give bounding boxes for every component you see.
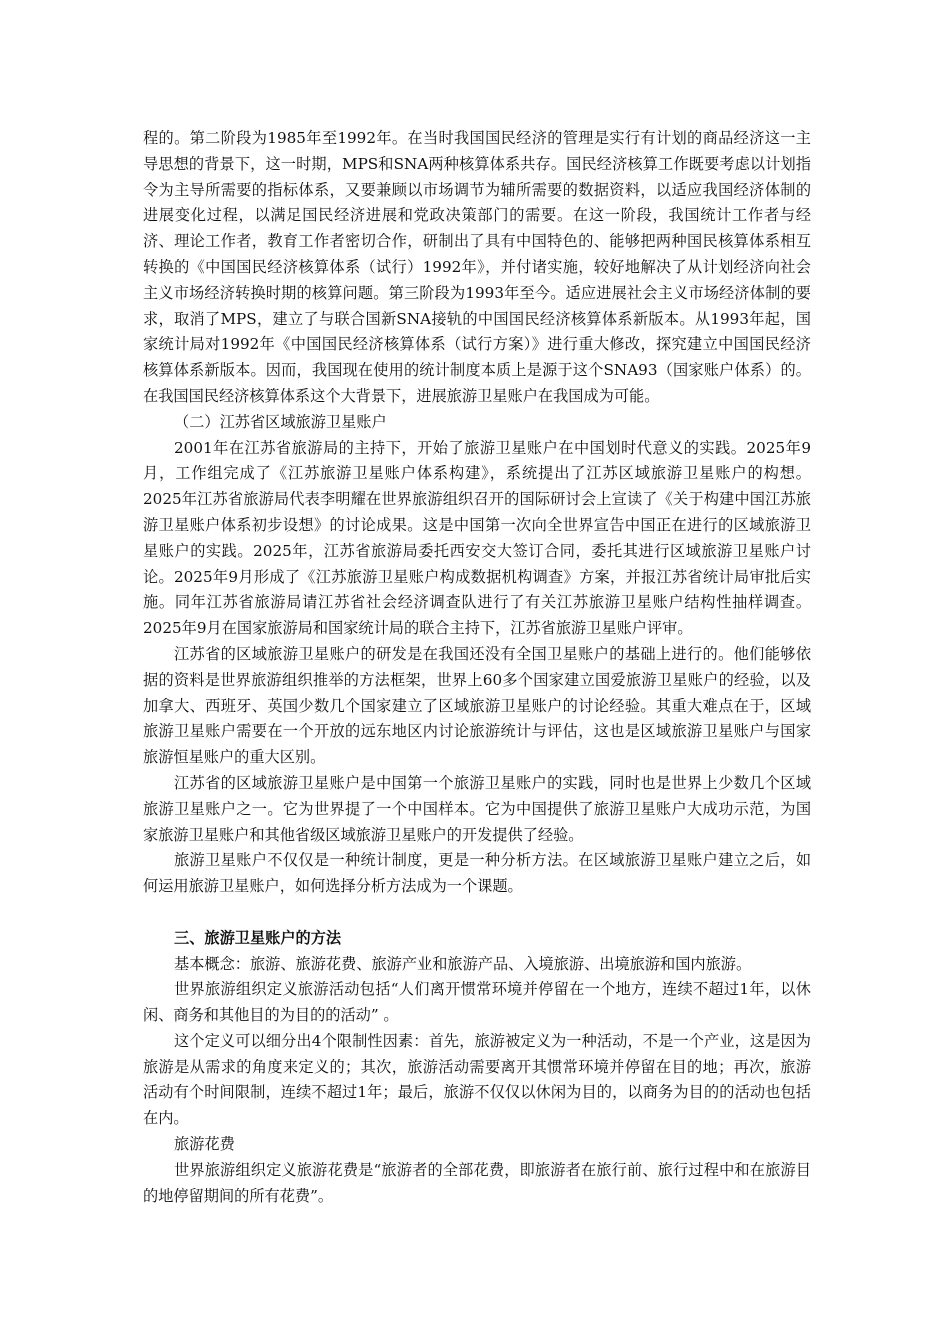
paragraph-expenditure-definition: 世界旅游组织定义旅游花费是“旅游者的全部花费，即旅游者在旅行前、旅行过程中和在旅游目的地停留期间的所有花费”。 — [143, 1160, 811, 1205]
subsection-heading-jiangsu-tsa: （二）江苏省区域旅游卫星账户 — [174, 412, 387, 431]
paragraph-four-limiting-factors: 这个定义可以细分出4个限制性因素：首先，旅游被定义为一种活动，不是一个产业，这是因为旅游是从需求的角度来定义的；其次，旅游活动需要离开其惯常环境并停留在目的地；再次，旅游活动有个时间限制，连续不超过1年；最后，旅游不仅仅以休闲为目的，以商务为目的的活动也包括在内。 — [143, 1031, 811, 1128]
paragraph-national-accounts-history: 程的。第二阶段为1985年至1992年。在当时我国国民经济的管理是实行有计划的商品经济这一主导思想的背景下，这一时期，MPS和SNA两种核算体系共存。国民经济核算工作既要考虑以计划指令为主导所需要的指标体系，又要兼顾以市场调节为辅所需要的数据资料，以适应我国经济体制的进展变化过程，以满足国民经济进展和党政决策部门的需要。在这一阶段，我国统计工作者与经济、理论工作者，教育工作者密切合作，研制出了具有中国特色的、能够把两种国民核算体系相互转换的《中国国民经济核算体系（试行）1992年》，并付诸实施，较好地解决了从计划经济向社会主义市场经济转换时期的核算问题。第三阶段为1993年至今。适应进展社会主义市场经济体制的要求，取消了MPS，建立了与联合国新SNA接轨的中国国民经济核算体系新版本。从1993年起，国家统计局对1992年《中国国民经济核算体系（试行方案）》进行重大修改，探究建立中国国民经济核算体系新版本。因而，我国现在使用的统计制度本质上是源于这个SNA93（国家账户体系）的。在我国国民经济核算体系这个大背景下，进展旅游卫星账户在我国成为可能。 — [143, 129, 811, 405]
paragraph-tsa-analysis-method: 旅游卫星账户不仅仅是一种统计制度，更是一种分析方法。在区域旅游卫星账户建立之后，如何运用旅游卫星账户，如何选择分析方法成为一个课题。 — [143, 851, 811, 896]
section-heading-tsa-method: 三、旅游卫星账户的方法 — [174, 928, 342, 947]
term-tourism-expenditure: 旅游花费 — [174, 1135, 235, 1154]
paragraph-jiangsu-significance: 江苏省的区域旅游卫星账户是中国第一个旅游卫星账户的实践，同时也是世界上少数几个区域旅游卫星账户之一。它为世界提了一个中国样本。它为中国提供了旅游卫星账户大成功示范，为国家旅游卫星账户和其他省级区域旅游卫星账户的开发提供了经验。 — [143, 773, 811, 844]
paragraph-wto-tourism-definition: 世界旅游组织定义旅游活动包括“人们离开惯常环境并停留在一个地方，连续不超过1年，以休闲、商务和其他目的为目的的活动” 。 — [143, 980, 811, 1025]
paragraph-basic-concepts: 基本概念：旅游、旅游花费、旅游产业和旅游产品、入境旅游、出境旅游和国内旅游。 — [174, 954, 752, 973]
document-page — [143, 126, 811, 1209]
paragraph-jiangsu-timeline: 2001年在江苏省旅游局的主持下，开始了旅游卫星账户在中国划时代意义的实践。2025年9月，工作组完成了《江苏旅游卫星账户体系构建》，系统提出了江苏区域旅游卫星账户的构想。2025年江苏省旅游局代表李明耀在世界旅游组织召开的国际研讨会上宣读了《关于构建中国江苏旅游卫星账户体系初步设想》的讨论成果。这是中国第一次向全世界宣告中国正在进行的区域旅游卫星账户的实践。2025年，江苏省旅游局委托西安交大签订合同，委托其进行区域旅游卫星账户讨论。2025年9月形成了《江苏旅游卫星账户构成数据机构调查》方案，并报江苏省统计局审批后实施。同年江苏省旅游局请江苏省社会经济调查队进行了有关江苏旅游卫星账户结构性抽样调查。2025年9月在国家旅游局和国家统计局的联合主持下，江苏省旅游卫星账户评审。 — [143, 438, 811, 638]
paragraph-jiangsu-research-basis: 江苏省的区域旅游卫星账户的研发是在我国还没有全国卫星账户的基础上进行的。他们能够依据的资料是世界旅游组织推举的方法框架，世界上60多个国家建立国爱旅游卫星账户的经验，以及加拿大、西班牙、英国少数几个国家建立了区域旅游卫星账户的讨论经验。其重大难点在于，区域旅游卫星账户需要在一个开放的远东地区内讨论旅游统计与评估，这也是区域旅游卫星账户与国家旅游恒星账户的重大区别。 — [143, 644, 811, 767]
